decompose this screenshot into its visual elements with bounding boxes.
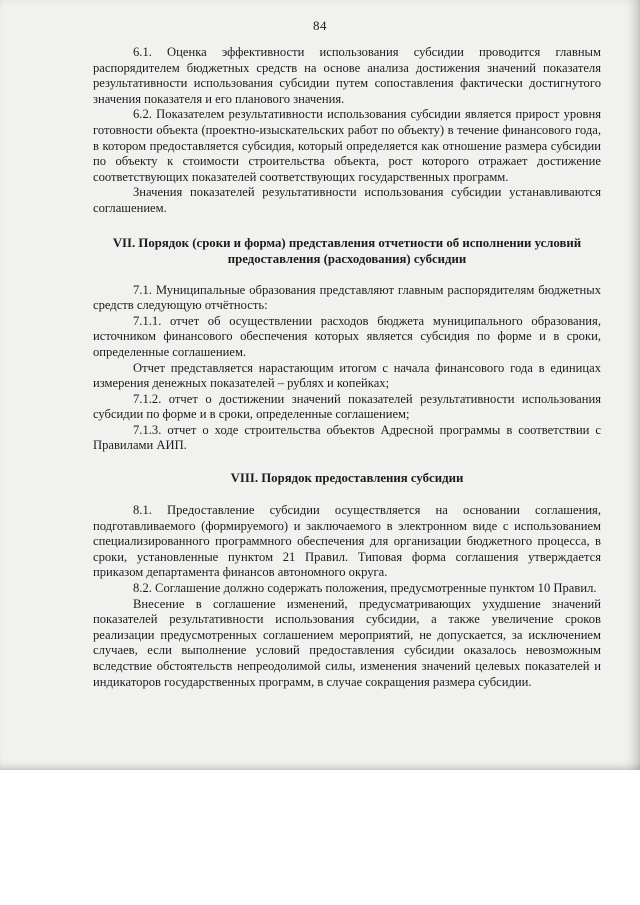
paragraph-7-report: Отчет представляется нарастающим итогом с начала финансового года в единицах измерения денежных показателей – рублях и копейках; xyxy=(93,360,601,391)
paragraph-7-1-2: 7.1.2. отчет о достижении значений показателей результативности использования субсидии по форме и в сроки, определенные соглашением; xyxy=(93,391,601,422)
paragraph-8-2: 8.2. Соглашение должно содержать положения, предусмотренные пунктом 10 Правил. xyxy=(133,581,597,596)
section-7-heading: VII. Порядок (сроки и форма) представления отчетности об исполнении условий предоставления (расходования) субсидии xyxy=(112,235,582,266)
document-body xyxy=(93,45,601,690)
paragraph-7-1-1: 7.1.1. отчет об осуществлении расходов бюджета муниципального образования, источником финансового обеспечения которых является субсидия по форме и в сроки, определенные соглашением. xyxy=(93,313,601,359)
paragraph-8-1: 8.1. Предоставление субсидии осуществляется на основании соглашения, подготавливаемого (формируемого) и заключаемого в электронном виде с использованием специализированного программного обеспечения для организации бюджетного процесса, в сроки, установленные пунктом 21 Правил. Типовая форма соглашения утверждается приказом департамента финансов автономного округа. xyxy=(93,503,601,580)
paragraph-8-changes: Внесение в соглашение изменений, предусматривающих ухудшение значений показателей результативности использования субсидии, а также увеличение сроков реализации предусмотренных соглашением мероприятий, не допускается, за исключением случаев, если выполнение условий предоставления субсидии оказалось невозможным вследствие обстоятельств непреодолимой силы, изменения значений целевых показателей и индикаторов государственных программ, в случае сокращения размера субсидии. xyxy=(93,596,601,689)
blank-margin xyxy=(0,770,640,905)
paragraph-7-1-3: 7.1.3. отчет о ходе строительства объектов Адресной программы в соответствии с Правилами АИП. xyxy=(93,422,601,453)
paragraph-6-2: 6.2. Показателем результативности использования субсидии является прирост уровня готовности объекта (проектно-изыскательских работ по объекту) в течение финансового года, в котором предоставляется субсидия, который определяется как отношение размера субсидии по объекту к стоимости строительства объекта, рост которого отражает достижение соответствующих показателей соответствующих государственных программ. xyxy=(93,107,601,184)
section-8-heading: VIII. Порядок предоставления субсидии xyxy=(230,471,464,486)
page-number: 84 xyxy=(313,18,327,33)
paragraph-6-1: 6.1. Оценка эффективности использования субсидии проводится главным распорядителем бюджетных средств на основе анализа достижения значений показателя результативности использования субсидии путем сопоставления фактически достигнутого значения показателя и его планового значения. xyxy=(93,45,601,106)
paragraph-6-values: Значения показателей результативности использования субсидии устанавливаются соглашением. xyxy=(93,185,601,215)
paragraph-7-1: 7.1. Муниципальные образования представляют главным распорядителям бюджетных средств следующую отчётность: xyxy=(93,282,601,313)
